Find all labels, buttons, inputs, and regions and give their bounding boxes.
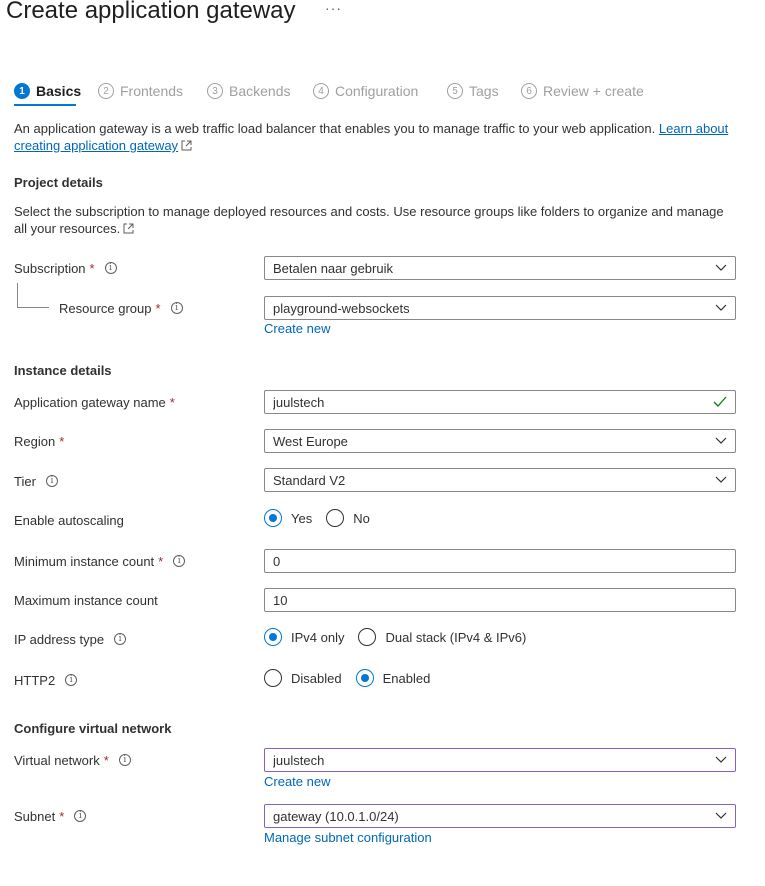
max-instance-input[interactable]: 10 <box>264 588 736 612</box>
manage-subnet-link[interactable]: Manage subnet configuration <box>264 830 432 845</box>
tab-label: Configuration <box>335 83 419 99</box>
active-tab-indicator <box>14 104 76 106</box>
ip-address-type-radio-group <box>264 627 540 647</box>
chevron-down-icon <box>715 264 727 272</box>
tab-number: 6 <box>521 83 537 99</box>
learn-more-link[interactable]: Learn about creating application gateway <box>14 121 729 153</box>
tree-connector <box>17 283 18 307</box>
info-icon[interactable]: i <box>171 302 183 314</box>
tab-label: Frontends <box>120 83 184 99</box>
http2-enabled-radio[interactable]: Enabled <box>356 669 431 687</box>
info-icon[interactable]: i <box>46 475 58 487</box>
tier-label: Tier i <box>14 472 58 490</box>
external-link-icon <box>181 140 192 151</box>
info-icon[interactable]: i <box>173 555 185 567</box>
min-instance-input[interactable]: 0 <box>264 549 736 573</box>
min-instance-label: Minimum instance count * i <box>14 552 185 570</box>
http2-radio-group <box>264 668 444 688</box>
checkmark-icon <box>713 396 727 408</box>
instance-details-heading: Instance details <box>14 363 112 378</box>
tab-frontends[interactable] <box>98 80 183 102</box>
tab-review-create[interactable] <box>521 80 644 102</box>
info-icon[interactable]: i <box>105 262 117 274</box>
ip-address-type-label: IP address type i <box>14 630 126 648</box>
subnet-dropdown[interactable]: gateway (10.0.1.0/24) <box>264 804 736 828</box>
intro-text <box>14 120 739 154</box>
http2-label: HTTP2 i <box>14 671 77 689</box>
page-title: Create application gateway <box>6 0 296 24</box>
intro-description: An application gateway is a web traffic load balancer that enables you to manage traffic to your web application. <box>14 121 656 136</box>
max-instance-label: Maximum instance count <box>14 592 158 608</box>
create-new-resource-group-link[interactable]: Create new <box>264 321 331 336</box>
virtual-network-dropdown[interactable]: juulstech <box>264 748 736 772</box>
autoscaling-no-radio[interactable]: No <box>326 509 370 527</box>
resource-group-label: Resource group * i <box>59 299 183 317</box>
tier-dropdown[interactable]: Standard V2 <box>264 468 736 492</box>
autoscaling-label: Enable autoscaling <box>14 512 124 528</box>
autoscaling-yes-radio[interactable]: Yes <box>264 509 312 527</box>
project-description: Select the subscription to manage deployed resources and costs. Use resource groups like folders to organize and manage all your resources. <box>14 204 724 236</box>
info-icon[interactable]: i <box>65 674 77 686</box>
subnet-label: Subnet * i <box>14 807 86 825</box>
virtual-network-heading: Configure virtual network <box>14 721 172 736</box>
subscription-label: Subscription * i <box>14 259 117 277</box>
resource-group-dropdown[interactable]: playground-websockets <box>264 296 736 320</box>
tab-label: Basics <box>36 83 82 99</box>
chevron-down-icon <box>715 476 727 484</box>
virtual-network-label: Virtual network * i <box>14 751 131 769</box>
gateway-name-input[interactable]: juulstech <box>264 390 736 414</box>
chevron-down-icon <box>715 812 727 820</box>
tab-label: Review + create <box>543 83 644 99</box>
gateway-name-label: Application gateway name * <box>14 394 175 410</box>
region-label: Region * <box>14 433 65 449</box>
tab-label: Backends <box>229 83 291 99</box>
info-icon[interactable]: i <box>74 810 86 822</box>
create-new-vnet-link[interactable]: Create new <box>264 774 331 789</box>
tab-number: 1 <box>14 83 30 99</box>
subscription-dropdown[interactable]: Betalen naar gebruik <box>264 256 736 280</box>
tree-connector <box>17 307 49 308</box>
external-link-icon[interactable] <box>123 223 134 234</box>
tab-number: 3 <box>207 83 223 99</box>
more-options-button[interactable]: ··· <box>325 0 342 16</box>
tab-number: 4 <box>313 83 329 99</box>
tab-tags[interactable] <box>447 80 499 102</box>
dual-stack-radio[interactable]: Dual stack (IPv4 & IPv6) <box>358 628 526 646</box>
info-icon[interactable]: i <box>119 754 131 766</box>
chevron-down-icon <box>715 304 727 312</box>
info-icon[interactable]: i <box>114 633 126 645</box>
http2-disabled-radio[interactable]: Disabled <box>264 669 342 687</box>
region-dropdown[interactable]: West Europe <box>264 429 736 453</box>
tab-number: 2 <box>98 83 114 99</box>
tab-label: Tags <box>469 83 499 99</box>
tab-configuration[interactable] <box>313 80 418 102</box>
project-details-heading: Project details <box>14 175 103 190</box>
chevron-down-icon <box>715 437 727 445</box>
autoscaling-radio-group <box>264 508 384 528</box>
ipv4-only-radio[interactable]: IPv4 only <box>264 628 344 646</box>
tab-number: 5 <box>447 83 463 99</box>
tab-backends[interactable] <box>207 80 290 102</box>
tab-basics[interactable] <box>14 80 81 102</box>
chevron-down-icon <box>715 756 727 764</box>
